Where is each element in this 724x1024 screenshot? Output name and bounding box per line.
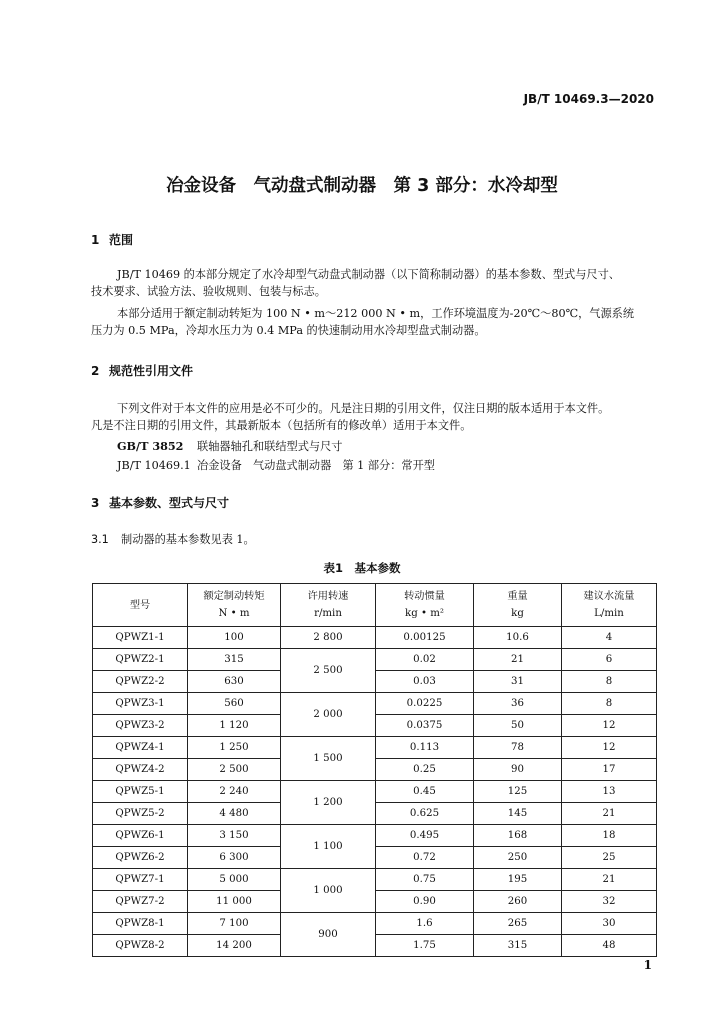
cell-weight: 168 [474,825,562,847]
document-title: 冶金设备 气动盘式制动器 第 3 部分：水冷却型 [166,176,558,196]
cell-model: QPWZ1-1 [93,627,188,649]
cell-water-flow: 8 [562,671,657,693]
header-inertia [376,584,474,627]
cell-water-flow: 21 [562,869,657,891]
section-1-p1-line-2: 技术要求、试验方法、验收规则、包装与标志。 [91,285,326,298]
cell-torque: 3 150 [188,825,281,847]
cell-torque: 315 [188,649,281,671]
cell-inertia: 0.25 [376,759,474,781]
page-number: 1 [643,958,652,972]
subsection-number: 3.1 [91,533,109,546]
header-weight-label: 重量 [507,591,528,602]
header-inertia-label: 转动惯量 [404,591,445,602]
cell-model: QPWZ8-2 [93,935,188,957]
table-row [93,693,657,715]
cell-torque: 7 100 [188,913,281,935]
table-header-row [93,584,657,627]
cell-water-flow: 18 [562,825,657,847]
section-2-title: 规范性引用文件 [109,364,194,378]
cell-torque: 1 250 [188,737,281,759]
cell-model: QPWZ5-1 [93,781,188,803]
header-water-flow [562,584,657,627]
cell-inertia: 0.02 [376,649,474,671]
cell-inertia: 0.72 [376,847,474,869]
table-caption: 表1 基本参数 [323,561,401,575]
header-water-flow-label: 建议水流量 [583,591,635,602]
cell-weight: 260 [474,891,562,913]
table-row [93,781,657,803]
table-row [93,627,657,649]
cell-torque: 2 500 [188,759,281,781]
cell-inertia: 0.0375 [376,715,474,737]
section-1-title: 范围 [109,233,134,247]
subsection-3-1 [91,531,255,547]
document-code: JB/T 10469.3—2020 [523,92,654,106]
cell-torque: 5 000 [188,869,281,891]
cell-weight: 50 [474,715,562,737]
cell-inertia: 0.495 [376,825,474,847]
cell-weight: 145 [474,803,562,825]
cell-water-flow: 13 [562,781,657,803]
cell-water-flow: 8 [562,693,657,715]
section-1-number: 1 [91,233,100,247]
header-water-flow-unit: L/min [594,608,624,619]
cell-water-flow: 6 [562,649,657,671]
table-row [93,737,657,759]
section-3-heading [91,494,229,511]
cell-weight: 21 [474,649,562,671]
header-speed-unit: r/min [314,608,342,619]
cell-torque: 4 480 [188,803,281,825]
cell-water-flow: 32 [562,891,657,913]
cell-weight: 36 [474,693,562,715]
cell-model: QPWZ8-1 [93,913,188,935]
cell-inertia: 0.0225 [376,693,474,715]
cell-torque: 11 000 [188,891,281,913]
cell-model: QPWZ7-2 [93,891,188,913]
cell-torque: 630 [188,671,281,693]
cell-weight: 125 [474,781,562,803]
header-torque [188,584,281,627]
section-2-heading [91,362,193,379]
cell-weight: 78 [474,737,562,759]
table-row [93,913,657,935]
cell-inertia: 0.75 [376,869,474,891]
cell-model: QPWZ2-1 [93,649,188,671]
cell-model: QPWZ4-1 [93,737,188,759]
cell-water-flow: 21 [562,803,657,825]
cell-inertia: 0.90 [376,891,474,913]
header-torque-label: 额定制动转矩 [203,591,265,602]
section-1-heading [91,231,133,248]
section-2-p1-line-1: 下列文件对于本文件的应用是必不可少的。凡是注日期的引用文件，仅注日期的版本适用于本文件。 [117,402,610,415]
cell-water-flow: 30 [562,913,657,935]
cell-water-flow: 17 [562,759,657,781]
subsection-text: 制动器的基本参数见表 1。 [121,533,255,546]
cell-model: QPWZ5-2 [93,803,188,825]
cell-torque: 6 300 [188,847,281,869]
header-speed-label: 许用转速 [307,591,349,602]
cell-water-flow: 12 [562,715,657,737]
cell-water-flow: 25 [562,847,657,869]
cell-model: QPWZ6-2 [93,847,188,869]
reference-item [117,457,435,473]
header-model: 型号 [93,584,188,627]
cell-speed: 1 200 [281,781,376,825]
table-row [93,649,657,671]
header-inertia-unit: kg • m² [405,608,444,619]
header-weight-unit: kg [511,608,524,619]
parameters-table [92,583,657,957]
header-torque-unit: N • m [218,608,250,619]
cell-speed: 1 100 [281,825,376,869]
reference-code: JB/T 10469.1 [117,459,191,472]
cell-weight: 90 [474,759,562,781]
cell-inertia: 0.00125 [376,627,474,649]
table-row [93,869,657,891]
cell-inertia: 0.625 [376,803,474,825]
reference-item [117,438,342,454]
cell-weight: 265 [474,913,562,935]
cell-inertia: 0.45 [376,781,474,803]
section-1-p1-line-1: JB/T 10469 的本部分规定了水冷却型气动盘式制动器（以下简称制动器）的基本参数、型式与尺寸、 [117,268,620,281]
cell-model: QPWZ2-2 [93,671,188,693]
cell-speed: 2 000 [281,693,376,737]
section-2-p1-line-2: 凡是不注日期的引用文件，其最新版本（包括所有的修改单）适用于本文件。 [91,419,472,432]
section-1-paragraph-1 [91,266,657,300]
cell-torque: 2 240 [188,781,281,803]
cell-weight: 250 [474,847,562,869]
cell-model: QPWZ3-2 [93,715,188,737]
cell-inertia: 0.113 [376,737,474,759]
cell-torque: 560 [188,693,281,715]
section-1-p2-line-2: 压力为 0.5 MPa，冷却水压力为 0.4 MPa 的快速制动用水冷却型盘式制动器。 [91,324,486,337]
cell-speed: 900 [281,913,376,957]
cell-speed: 1 000 [281,869,376,913]
section-1-paragraph-2 [91,305,657,339]
cell-speed: 2 800 [281,627,376,649]
cell-model: QPWZ3-1 [93,693,188,715]
section-1-p2-line-1: 本部分适用于额定制动转矩为 100 N • m～212 000 N • m，工作环境温度为-20℃～80℃，气源系统 [117,307,635,320]
cell-water-flow: 12 [562,737,657,759]
cell-torque: 1 120 [188,715,281,737]
cell-water-flow: 4 [562,627,657,649]
cell-inertia: 1.6 [376,913,474,935]
cell-weight: 31 [474,671,562,693]
cell-speed: 2 500 [281,649,376,693]
cell-inertia: 0.03 [376,671,474,693]
cell-model: QPWZ7-1 [93,869,188,891]
cell-water-flow: 48 [562,935,657,957]
cell-weight: 315 [474,935,562,957]
cell-speed: 1 500 [281,737,376,781]
section-2-paragraph-1 [91,400,657,434]
cell-model: QPWZ6-1 [93,825,188,847]
cell-torque: 14 200 [188,935,281,957]
header-weight [474,584,562,627]
header-speed [281,584,376,627]
cell-weight: 10.6 [474,627,562,649]
section-2-number: 2 [91,364,100,378]
section-3-title: 基本参数、型式与尺寸 [109,496,230,510]
cell-model: QPWZ4-2 [93,759,188,781]
reference-title: 联轴器轴孔和联结型式与尺寸 [197,440,343,453]
reference-code: GB/T 3852 [117,439,184,453]
section-3-number: 3 [91,496,100,510]
cell-inertia: 1.75 [376,935,474,957]
cell-torque: 100 [188,627,281,649]
reference-title: 冶金设备 气动盘式制动器 第 1 部分：常开型 [197,459,435,472]
cell-weight: 195 [474,869,562,891]
table-row [93,825,657,847]
